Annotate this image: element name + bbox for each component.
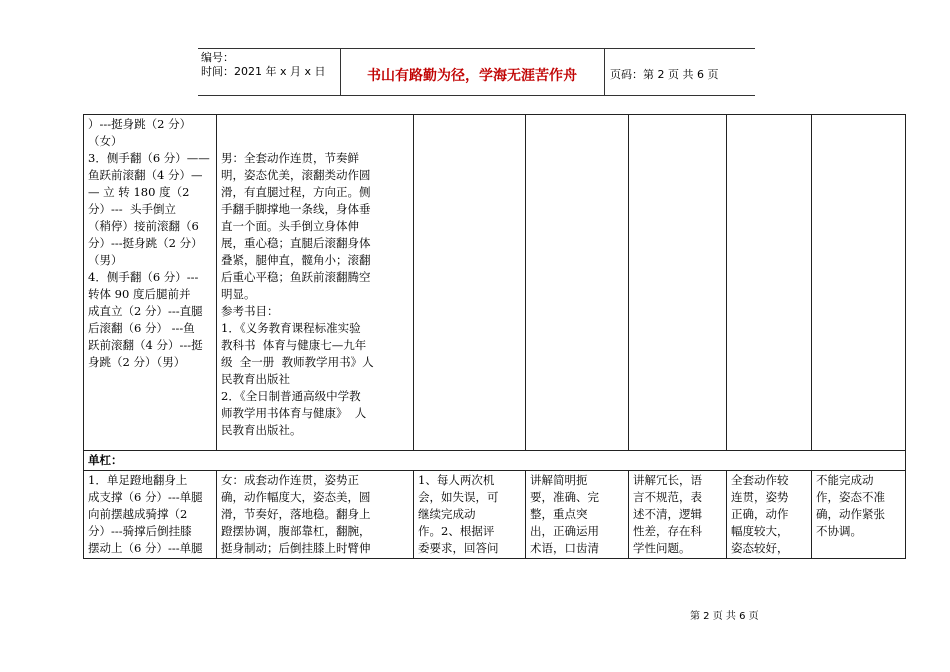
page-header (198, 48, 755, 96)
content-cell: 1．单足蹬地翻身上 成支撑（6 分）---单腿 向前摆越成骑撑（2 分）---骑撑后倒挂膝 摆动上（6 分）---单腿 (84, 471, 217, 559)
page-footer: 第 2 页 共 6 页 (690, 611, 759, 622)
header-motto: 书山有路勤为径，学海无涯苦作舟 (367, 68, 577, 84)
explanation-good-cell: 讲解简明扼 要，准确、完 整，重点突 出，正确运用 术语，口齿清 (526, 471, 629, 559)
header-meta (201, 51, 326, 79)
empty-cell (526, 115, 629, 451)
empty-cell (629, 115, 727, 451)
content-cell: ）---挺身跳（2 分） （女） 3．侧手翻（6 分）—— 鱼跃前滚翻（4 分）— — 立 转 180 度（2 分）--- 头手倒立 （稍停）接前滚翻（6 分）---挺身跳（2 分） （男） 4．侧手翻（6 分）--- 转体 90 度后腿前并 成直立（2 分）---直腿 后滚翻（6 分） ---鱼 跃前滚翻（4 分）---挺 身跳（2 分）（男） (84, 115, 217, 451)
requirements-cell: 1、每人两次机 会，如失误，可 继续完成动 作。2、根据评 委要求，回答问 (414, 471, 526, 559)
explanation-poor-cell: 讲解冗长，语 言不规范，表 述不清，逻辑 性差，存在科 学性问题。 (629, 471, 727, 559)
table-row (84, 115, 906, 451)
criteria-cell: 女：成套动作连贯，姿势正 确，动作幅度大，姿态美，圆 滑，节奏好，落地稳。翻身上 蹬摆协调，腹部靠杠，翻腕， 挺身制动；后倒挂膝上时臂伸 (217, 471, 414, 559)
empty-cell (727, 115, 812, 451)
header-page-number: 页码：第 2 页 共 6 页 (610, 68, 719, 81)
table-row (84, 471, 906, 559)
performance-poor-cell: 不能完成动 作，姿态不准 确，动作紧张 不协调。 (812, 471, 906, 559)
table-row (84, 451, 906, 471)
date-line: 时间：2021 年 x 月 x 日 (201, 65, 326, 78)
scoring-table (83, 114, 906, 559)
serial-label: 编号： (201, 51, 234, 64)
performance-good-cell: 全套动作较 连贯，姿势 正确，动作 幅度较大， 姿态较好， (727, 471, 812, 559)
section-heading: 单杠： (84, 451, 906, 471)
empty-cell (414, 115, 526, 451)
header-divider-right (604, 49, 605, 95)
empty-cell (812, 115, 906, 451)
criteria-cell: 男：全套动作连贯，节奏鲜 明，姿态优美，滚翻类动作圆 滑，有直腿过程，方向正。侧 手翻手脚撑地一条线，身体垂 直一个面。头手倒立身体伸 展，重心稳；直腿后滚翻身体 叠紧，腿伸直，髋角小；滚翻 后重心平稳；鱼跃前滚翻腾空 明显。 参考书目： 1．《义务教育课程标准实验 教科书 体育与健康七—九年 级 全一册 教师教学用书》人 民教育出版社 2．《全日制普通高级中学教 师教学用书体育与健康》 人 民教育出版社。 (217, 115, 414, 451)
